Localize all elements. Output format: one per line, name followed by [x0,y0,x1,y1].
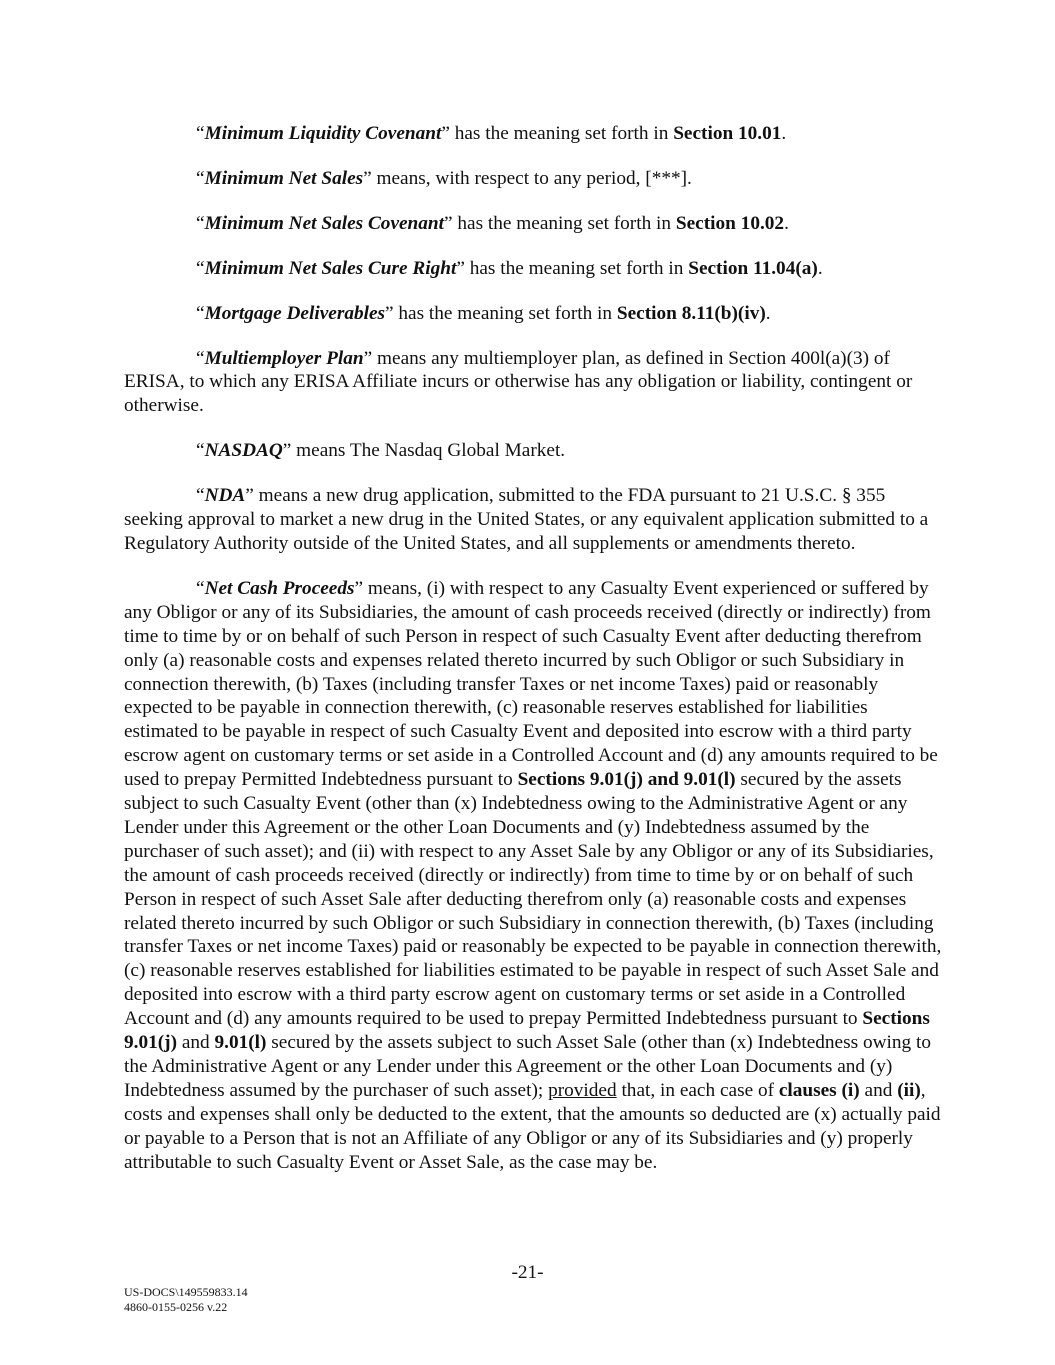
section-reference: Section 10.01 [673,123,782,144]
defined-term: Net Cash Proceeds [204,577,355,599]
defined-term: Mortgage Deliverables [204,302,386,324]
definition-mortgage-deliverables: “Mortgage Deliverables” has the meaning set forth in Section 8.11(b)(iv). [196,302,771,324]
defined-term: Minimum Net Sales Covenant [204,212,445,234]
document-footer [124,1285,248,1315]
defined-term: Multiemployer Plan [204,347,364,369]
section-reference: Section 10.02 [675,212,785,234]
footer-version: 4860-0155-0256 v.22 [124,1300,228,1314]
document-body [124,122,944,1196]
definition-minimum-net-sales-cure-right: “Minimum Net Sales Cure Right” has the meaning set forth in Section 11.04(a). [196,257,823,279]
definition-net-cash-proceeds: “Net Cash Proceeds” means, (i) with respect to any Casualty Event experienced or suffered by any Obligor or any of its Subsidiaries, the amount of cash proceeds received (directly or indirectly) from time to time by or on behalf of such Person in respect of such Casualty Event after deducting therefrom only (a) reasonable costs and expenses related thereto incurred by such Obligor or such Subsidiary in connection therewith, (b) Taxes (including transfer Taxes or net income Taxes) paid or reasonably expected to be payable in connection therewith, (c) reasonable reserves established for liabilities estimated to be payable in respect of such Casualty Event and deposited into escrow with a third party escrow agent on customary terms or set aside in a Controlled Account and (d) any amounts required to be used to prepay Permitted Indebtedness pursuant to Sections 9.01(j) and 9.01(l) secured by the assets subject to such Casualty Event (other than (x) Indebtedness owing to the Administrative Agent or any Lender under this Agreement or the other Loan Documents and (y) Indebtedness assumed by the purchaser of such asset); and (ii) with respect to any Asset Sale by any Obligor or any of its Subsidiaries, the amount of cash proceeds received (directly or indirectly) from time to time by or on behalf of such Person in respect of such Asset Sale after deducting therefrom only (a) reasonable costs and expenses related thereto incurred by such Obligor or such Subsidiary in connection therewith, (b) Taxes (including transfer Taxes or net income Taxes) paid or reasonably be expected to be payable in connection therewith, (c) reasonable reserves established for liabilities estimated to be payable in respect of such Asset Sale and deposited into escrow with a third party escrow agent on customary terms or set aside in a Controlled Account and (d) any amounts required to be used to prepay Permitted Indebtedness pursuant to Sections 9.01(j) and 9.01(l) secured by the assets subject to such Asset Sale (other than (x) Indebtedness owing to the Administrative Agent or any Lender under this Agreement or the other Loan Documents and (y) Indebtedness assumed by the purchaser of such asset); provided that, in each case of clauses (i) and (ii), costs and expenses shall only be deducted to the extent, that the amounts so deducted are (x) actually paid or payable to a Person that is not an Affiliate of any Obligor or any of its Subsidiaries and (y) properly attributable to such Casualty Event or Asset Sale, as the case may be. [124,577,942,1173]
definition-minimum-net-sales-covenant: “Minimum Net Sales Covenant” has the meaning set forth in Section 10.02. [196,212,789,234]
underlined-term: provided [548,1079,617,1101]
definition-nasdaq: “NASDAQ” means The Nasdaq Global Market. [196,440,566,462]
section-reference: Section 8.11(b)(iv) [616,302,766,324]
clause-reference: (ii) [897,1079,921,1101]
definition-minimum-liquidity-covenant: “Minimum Liquidity Covenant” has the meaning set forth in Section 10.01. [196,123,787,144]
page-number: -21- [511,1262,544,1283]
definition-nda: “NDA” means a new drug application, submitted to the FDA pursuant to 21 U.S.C. § 355 seeking approval to market a new drug in the United States, or any equivalent application submitted to a Regulatory Authority outside of the United States, and all supplements or amendments thereto. [124,485,929,554]
defined-term: Minimum Liquidity Covenant [204,123,442,144]
defined-term: Minimum Net Sales [204,167,364,189]
defined-term: Minimum Net Sales Cure Right [204,257,457,279]
section-reference: Sections 9.01(j) and 9.01(l) [517,769,736,791]
section-reference: Sections 9.01(j) [124,1008,930,1054]
defined-term: NDA [204,485,246,507]
section-reference: Section 11.04(a) [688,257,818,279]
clause-reference: clauses (i) [778,1079,860,1101]
section-reference: 9.01(l) [214,1032,267,1054]
definition-minimum-net-sales: “Minimum Net Sales” means, with respect to any period, [***]. [196,167,692,189]
footer-doc-id: US-DOCS\149559833.14 [124,1285,248,1299]
definition-multiemployer-plan: “Multiemployer Plan” means any multiemployer plan, as defined in Section 400l(a)(3) of ERISA, to which any ERISA Affiliate incurs or otherwise has any obligation or liability, contingent or otherwise. [124,347,913,417]
defined-term: NASDAQ [204,440,283,462]
